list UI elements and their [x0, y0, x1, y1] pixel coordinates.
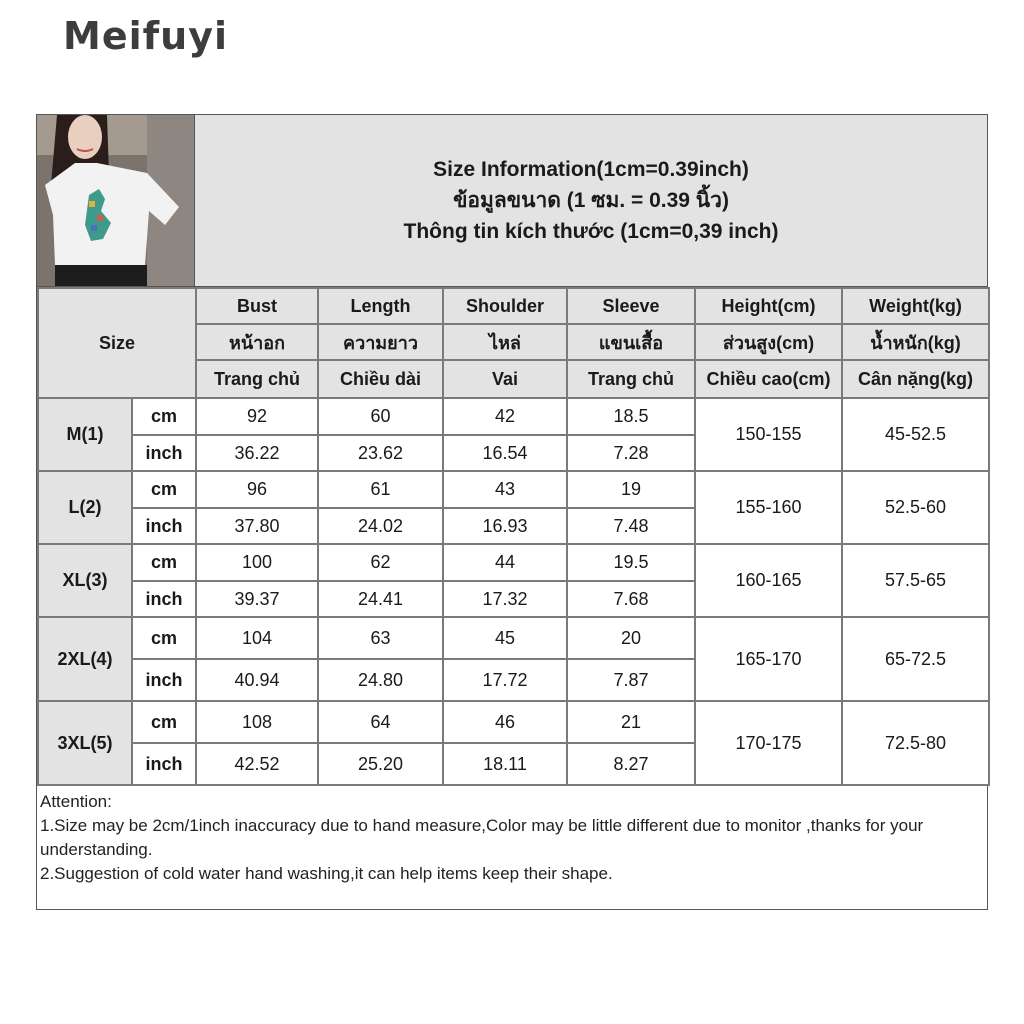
height-range: 150-155 [695, 398, 842, 471]
height-range: 155-160 [695, 471, 842, 544]
table-row [38, 617, 989, 659]
col-bust-en: Bust [196, 288, 318, 324]
col-length-th: ความยาว [318, 324, 443, 360]
unit-cm: cm [132, 398, 196, 435]
sleeve-inch: 7.48 [567, 508, 695, 544]
weight-range: 72.5-80 [842, 701, 989, 785]
length-inch: 25.20 [318, 743, 443, 785]
weight-range: 65-72.5 [842, 617, 989, 701]
weight-range: 57.5-65 [842, 544, 989, 617]
length-cm: 61 [318, 471, 443, 508]
col-shoulder-th: ไหล่ [443, 324, 567, 360]
size-label: L(2) [38, 471, 132, 544]
table-row [38, 398, 989, 435]
size-chart [36, 114, 988, 910]
sleeve-cm: 18.5 [567, 398, 695, 435]
unit-inch: inch [132, 659, 196, 701]
shoulder-cm: 46 [443, 701, 567, 743]
title-thai: ข้อมูลขนาด (1 ซม. = 0.39 นิ้ว) [453, 189, 729, 212]
bust-inch: 39.37 [196, 581, 318, 617]
col-weight-vi: Cân nặng(kg) [842, 360, 989, 398]
unit-inch: inch [132, 743, 196, 785]
bust-inch: 42.52 [196, 743, 318, 785]
sleeve-inch: 8.27 [567, 743, 695, 785]
shoulder-inch: 17.72 [443, 659, 567, 701]
length-cm: 63 [318, 617, 443, 659]
col-height-en: Height(cm) [695, 288, 842, 324]
col-length-vi: Chiều dài [318, 360, 443, 398]
size-header: Size [38, 288, 196, 398]
shoulder-cm: 43 [443, 471, 567, 508]
bust-cm: 100 [196, 544, 318, 581]
col-sleeve-th: แขนเสื้อ [567, 324, 695, 360]
size-table [37, 287, 990, 786]
sleeve-cm: 21 [567, 701, 695, 743]
col-weight-en: Weight(kg) [842, 288, 989, 324]
sleeve-cm: 20 [567, 617, 695, 659]
bust-cm: 104 [196, 617, 318, 659]
col-bust-vi: Trang chủ [196, 360, 318, 398]
unit-inch: inch [132, 435, 196, 471]
sleeve-inch: 7.28 [567, 435, 695, 471]
weight-range: 45-52.5 [842, 398, 989, 471]
height-range: 160-165 [695, 544, 842, 617]
table-row [38, 544, 989, 581]
length-inch: 24.80 [318, 659, 443, 701]
sleeve-inch: 7.68 [567, 581, 695, 617]
title-vietnamese: Thông tin kích thước (1cm=0,39 inch) [403, 220, 779, 243]
bust-cm: 96 [196, 471, 318, 508]
shoulder-cm: 42 [443, 398, 567, 435]
length-cm: 60 [318, 398, 443, 435]
sleeve-cm: 19 [567, 471, 695, 508]
table-row [38, 471, 989, 508]
size-label: 3XL(5) [38, 701, 132, 785]
size-info-title [195, 115, 987, 287]
col-height-vi: Chiều cao(cm) [695, 360, 842, 398]
product-photo [37, 115, 195, 287]
attention-notes [40, 790, 983, 886]
bust-cm: 92 [196, 398, 318, 435]
bust-inch: 37.80 [196, 508, 318, 544]
col-sleeve-vi: Trang chủ [567, 360, 695, 398]
size-label: XL(3) [38, 544, 132, 617]
length-inch: 24.02 [318, 508, 443, 544]
height-range: 165-170 [695, 617, 842, 701]
unit-cm: cm [132, 544, 196, 581]
shoulder-inch: 18.11 [443, 743, 567, 785]
unit-cm: cm [132, 617, 196, 659]
sleeve-inch: 7.87 [567, 659, 695, 701]
length-inch: 24.41 [318, 581, 443, 617]
note-item-2: 2.Suggestion of cold water hand washing,it can help items keep their shape. [40, 864, 613, 883]
note-item-1: 1.Size may be 2cm/1inch inaccuracy due to hand measure,Color may be little different due to monitor ,thanks for your understanding. [40, 816, 924, 859]
length-cm: 62 [318, 544, 443, 581]
bust-cm: 108 [196, 701, 318, 743]
col-height-th: ส่วนสูง(cm) [695, 324, 842, 360]
bust-inch: 36.22 [196, 435, 318, 471]
notes-heading: Attention: [40, 792, 112, 811]
bust-inch: 40.94 [196, 659, 318, 701]
unit-inch: inch [132, 508, 196, 544]
shoulder-cm: 44 [443, 544, 567, 581]
unit-inch: inch [132, 581, 196, 617]
shoulder-inch: 16.54 [443, 435, 567, 471]
length-inch: 23.62 [318, 435, 443, 471]
sleeve-cm: 19.5 [567, 544, 695, 581]
weight-range: 52.5-60 [842, 471, 989, 544]
shoulder-inch: 16.93 [443, 508, 567, 544]
height-range: 170-175 [695, 701, 842, 785]
length-cm: 64 [318, 701, 443, 743]
col-shoulder-en: Shoulder [443, 288, 567, 324]
table-row [38, 701, 989, 743]
size-label: 2XL(4) [38, 617, 132, 701]
size-label: M(1) [38, 398, 132, 471]
col-bust-th: หน้าอก [196, 324, 318, 360]
col-shoulder-vi: Vai [443, 360, 567, 398]
col-length-en: Length [318, 288, 443, 324]
col-sleeve-en: Sleeve [567, 288, 695, 324]
col-weight-th: น้ำหนัก(kg) [842, 324, 989, 360]
unit-cm: cm [132, 471, 196, 508]
shoulder-cm: 45 [443, 617, 567, 659]
shoulder-inch: 17.32 [443, 581, 567, 617]
title-english: Size Information(1cm=0.39inch) [433, 158, 749, 181]
brand-logo: Meifuyi [63, 14, 228, 58]
unit-cm: cm [132, 701, 196, 743]
